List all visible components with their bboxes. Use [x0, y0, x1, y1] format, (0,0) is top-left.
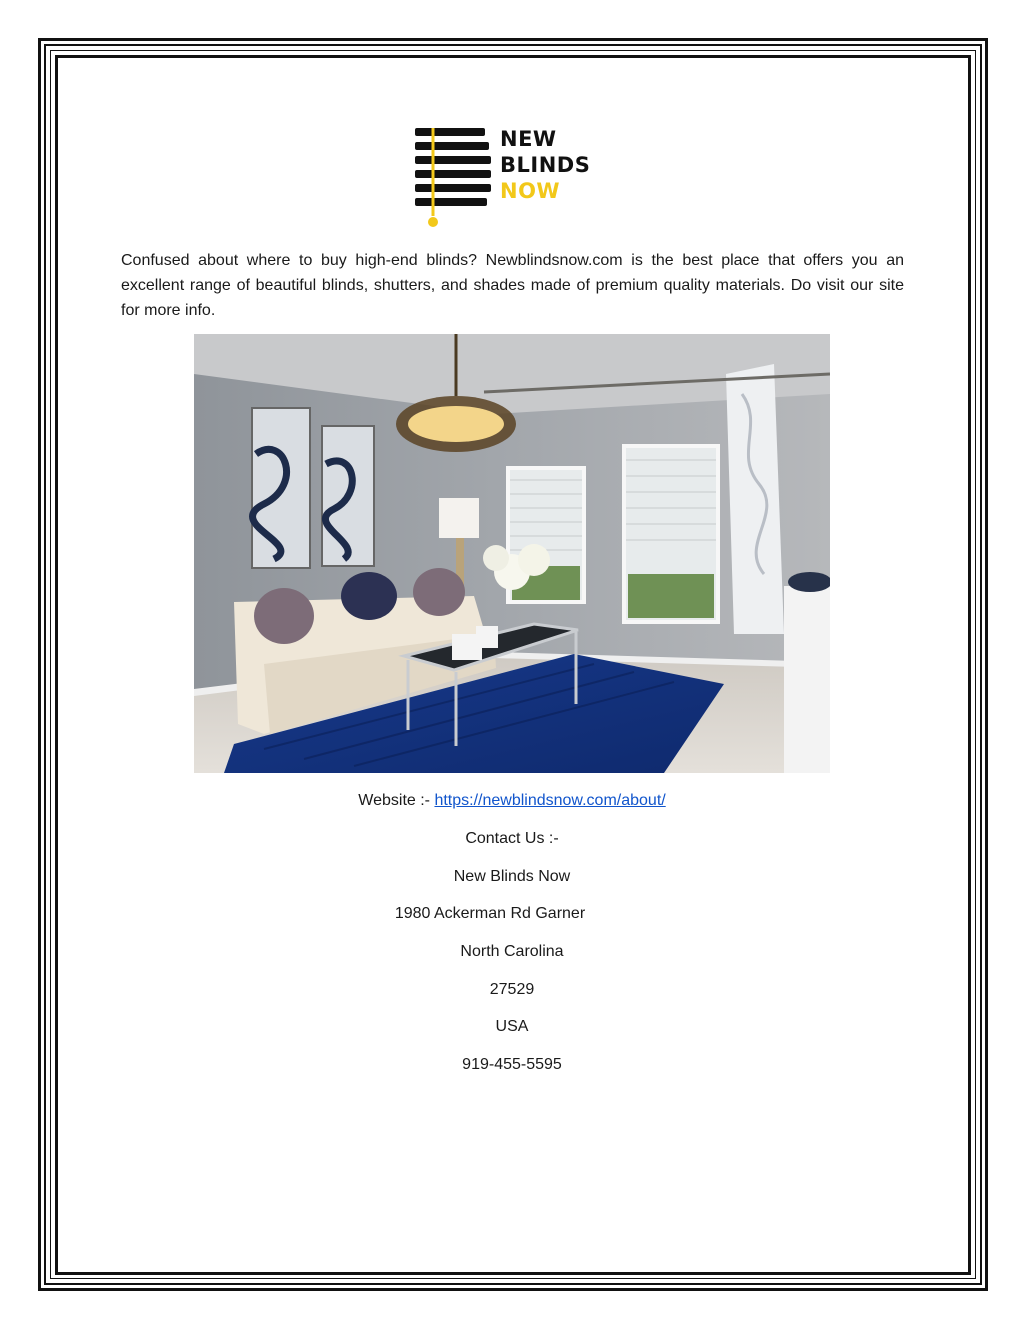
- brand-logo: [413, 126, 613, 232]
- website-label: Website :-: [358, 792, 435, 809]
- phone-number: 919-455-5595: [462, 1056, 562, 1073]
- country: USA: [495, 1018, 529, 1035]
- zip-code: 27529: [489, 981, 535, 998]
- website-link[interactable]: https://newblindsnow.com/about/: [434, 792, 666, 809]
- state: North Carolina: [460, 943, 564, 960]
- logo-text-new: NEW: [500, 127, 557, 151]
- company-name: New Blinds Now: [453, 868, 571, 885]
- contact-heading: Contact Us :-: [465, 830, 559, 847]
- logo-text-blinds: BLINDS: [500, 153, 591, 177]
- living-room-photo: [194, 334, 830, 773]
- street-address: 1980 Ackerman Rd Garner: [394, 905, 586, 922]
- intro-paragraph: Confused about where to buy high-end blinds? Newblindsnow.com is the best place that offers you an excellent range of beautiful blinds, shutters, and shades made of premium quality materials. Do visit our site for more info.: [121, 252, 904, 319]
- blinds-logo-icon: [413, 126, 493, 232]
- logo-text-now: NOW: [500, 179, 561, 203]
- website-line: [0, 792, 1024, 810]
